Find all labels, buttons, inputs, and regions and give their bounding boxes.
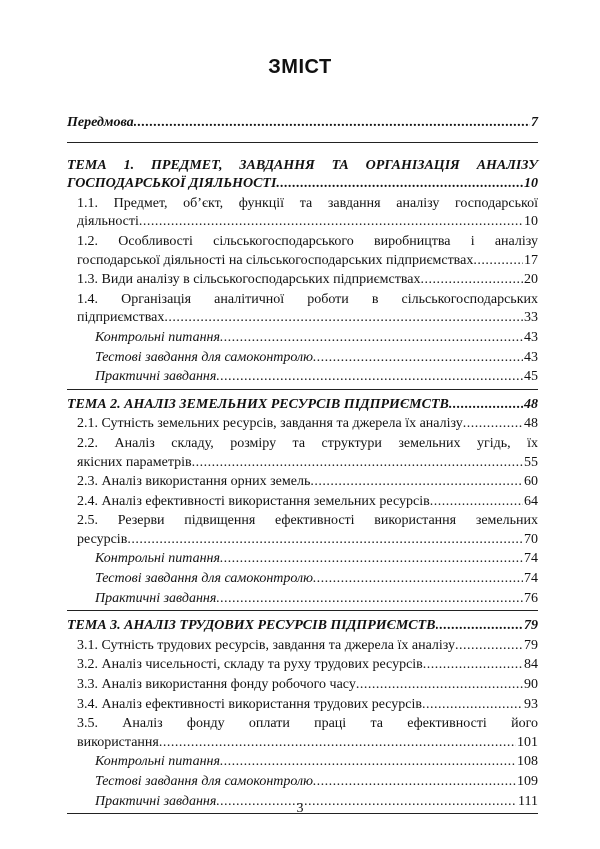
toc-entry-self-test[interactable] <box>95 773 538 792</box>
dot-leader <box>192 454 523 473</box>
toc-entry-3-2[interactable] <box>77 656 538 675</box>
toc-entry-label: Контрольні питання <box>95 754 220 770</box>
toc-entry-control-questions[interactable] <box>95 550 538 569</box>
toc-entry-label: 1.3. Види аналізу в сільськогосподарських підприємствах <box>77 272 421 288</box>
toc-entry-label: 3.4. Аналіз ефективності використання трудових ресурсів <box>77 696 422 712</box>
toc-entry-label: 1.4. Організація аналітичної роботи в сільськогосподарських <box>77 291 538 307</box>
dot-leader <box>127 531 523 550</box>
toc-entry-topic-3[interactable] <box>67 617 538 636</box>
dot-leader <box>313 570 523 589</box>
toc-entry-1-4[interactable] <box>77 291 538 328</box>
dot-leader <box>159 734 516 753</box>
toc-entry-self-test[interactable] <box>95 570 538 589</box>
toc-entry-label: господарської діяльності на сільськогосподарських підприємствах <box>77 252 474 268</box>
toc-entry-label: Передмова <box>67 115 134 130</box>
toc-entry-control-questions[interactable] <box>95 329 538 348</box>
toc-entry-label: використання <box>77 734 159 750</box>
dot-leader <box>422 696 523 715</box>
toc-entry-label: ТЕМА 3. АНАЛІЗ ТРУДОВИХ РЕСУРСІВ ПІДПРИЄМСТВ <box>67 618 436 634</box>
toc-entry-label: 2.3. Аналіз використання орних земель <box>77 474 311 490</box>
toc-entry-label: 2.4. Аналіз ефективності використання земельних ресурсів <box>77 493 430 509</box>
toc-page-number: 79 <box>524 618 538 634</box>
toc-entry-label: ГОСПОДАРСЬКОЇ ДІЯЛЬНОСТІ <box>67 176 277 192</box>
dot-leader <box>430 493 523 512</box>
toc-entry-3-4[interactable] <box>77 696 538 715</box>
toc-entry-label: ресурсів <box>77 531 128 547</box>
toc-page-number: 33 <box>524 310 538 326</box>
divider <box>67 610 538 611</box>
toc-page-number: 111 <box>518 793 538 809</box>
toc-entry-3-3[interactable] <box>77 676 538 695</box>
toc-page-number: 74 <box>524 551 538 567</box>
toc-page-number: 90 <box>524 677 538 693</box>
dot-leader <box>449 396 523 415</box>
toc-entry-1-3[interactable] <box>77 271 538 290</box>
dot-leader <box>423 656 523 675</box>
toc-page-number: 20 <box>524 272 538 288</box>
toc-page-number: 79 <box>524 637 538 653</box>
dot-leader <box>420 271 523 290</box>
toc-entry-label: ТЕМА 2. АНАЛІЗ ЗЕМЕЛЬНИХ РЕСУРСІВ ПІДПРИЄМСТВ <box>67 396 449 412</box>
toc-entry-practical-tasks[interactable] <box>95 590 538 609</box>
toc-entry-label: Практичні завдання <box>95 369 217 385</box>
toc-page-number: 7 <box>531 115 538 130</box>
toc-entry-2-4[interactable] <box>77 493 538 512</box>
toc-page-number: 109 <box>517 774 538 789</box>
toc-page-number: 76 <box>524 590 538 606</box>
toc-entry-2-5[interactable] <box>77 512 538 549</box>
dot-leader <box>436 617 523 636</box>
dot-leader <box>220 550 523 569</box>
toc-entry-label: діяльності <box>77 214 139 230</box>
toc-entry-3-1[interactable] <box>77 637 538 656</box>
toc-entry-label: Тестові завдання для самоконтролю <box>95 349 314 365</box>
dot-leader <box>313 349 523 368</box>
dot-leader <box>276 175 523 194</box>
toc-page-number: 43 <box>524 349 538 365</box>
toc-page-number: 101 <box>517 734 538 750</box>
toc-entry-label: 3.5. Аналіз фонду оплати праці та ефективності його <box>77 716 538 732</box>
toc-entry-practical-tasks[interactable] <box>95 368 538 387</box>
toc-entry-2-1[interactable] <box>77 415 538 434</box>
toc-entry-label: Контрольні питання <box>95 329 220 345</box>
toc-page-number: 45 <box>524 369 538 385</box>
dot-leader <box>139 213 523 232</box>
toc-entry-preface[interactable] <box>67 114 538 133</box>
page-number: 3 <box>296 801 304 816</box>
dot-leader <box>216 368 523 387</box>
dot-leader <box>473 252 523 271</box>
dot-leader <box>164 309 523 328</box>
toc-page-number: 84 <box>524 657 538 673</box>
toc-entry-label: якісних параметрів <box>77 454 192 470</box>
dot-leader <box>134 114 530 133</box>
toc-entry-label: підприємствах <box>77 310 165 326</box>
toc-entry-label: 3.3. Аналіз використання фонду робочого часу <box>77 677 356 693</box>
toc-entry-label: 1.1. Предмет, об’єкт, функції та завдання аналізу господарської <box>77 195 538 211</box>
toc-page-number: 93 <box>524 696 538 712</box>
dot-leader <box>216 590 523 609</box>
toc-entry-1-1[interactable] <box>77 195 538 232</box>
toc-entry-label: 3.2. Аналіз чисельності, складу та руху трудових ресурсів <box>77 657 423 673</box>
toc-entry-topic-1[interactable] <box>67 157 538 194</box>
toc-entry-2-3[interactable] <box>77 473 538 492</box>
toc-entry-3-5[interactable] <box>77 715 538 752</box>
toc-entry-self-test[interactable] <box>95 349 538 368</box>
toc-entry-label: Практичні завдання <box>95 590 217 606</box>
toc-page-number: 10 <box>524 214 538 230</box>
toc-entry-label: 2.2. Аналіз складу, розміру та структури земельних угідь, їх <box>77 435 538 451</box>
toc-entry-label: Контрольні питання <box>95 551 220 567</box>
toc-entry-2-2[interactable] <box>77 435 538 472</box>
dot-leader <box>463 415 523 434</box>
table-of-contents <box>67 114 538 814</box>
toc-entry-label: ТЕМА 1. ПРЕДМЕТ, ЗАВДАННЯ ТА ОРГАНІЗАЦІЯ АНАЛІЗУ <box>67 157 538 173</box>
toc-page-number: 70 <box>524 531 538 547</box>
toc-entry-1-2[interactable] <box>77 233 538 270</box>
dot-leader <box>455 637 523 656</box>
toc-entry-label: 3.1. Сутність трудових ресурсів, завдання та джерела їх аналізу <box>77 637 456 653</box>
toc-entry-label: Тестові завдання для самоконтролю <box>95 571 314 587</box>
dot-leader <box>310 473 523 492</box>
toc-page-number: 10 <box>524 176 538 192</box>
toc-page-number: 48 <box>524 416 538 432</box>
toc-entry-topic-2[interactable] <box>67 396 538 415</box>
divider <box>67 142 538 143</box>
divider <box>67 389 538 390</box>
toc-page-number: 55 <box>524 454 538 470</box>
toc-page-number: 43 <box>524 329 538 345</box>
toc-page-number: 64 <box>524 493 538 509</box>
toc-page-number: 108 <box>517 754 538 770</box>
toc-entry-label: Тестові завдання для самоконтролю <box>95 774 314 789</box>
page-title: ЗМІСТ <box>268 56 332 78</box>
dot-leader <box>220 753 516 772</box>
toc-entry-label: 1.2. Особливості сільськогосподарського виробництва і аналізу <box>77 233 538 249</box>
toc-entry-control-questions[interactable] <box>95 753 538 772</box>
toc-page-number: 17 <box>524 252 538 268</box>
toc-entry-label: Практичні завдання <box>95 793 217 809</box>
toc-page-number: 48 <box>524 396 538 412</box>
toc-page-number: 74 <box>524 571 538 587</box>
dot-leader <box>220 329 523 348</box>
dot-leader <box>356 676 523 695</box>
toc-entry-label: 2.1. Сутність земельних ресурсів, завдання та джерела їх аналізу <box>77 416 463 432</box>
toc-entry-label: 2.5. Резерви підвищення ефективності використання земельних <box>77 513 538 529</box>
dot-leader <box>313 773 516 792</box>
toc-page-number: 60 <box>524 474 538 490</box>
